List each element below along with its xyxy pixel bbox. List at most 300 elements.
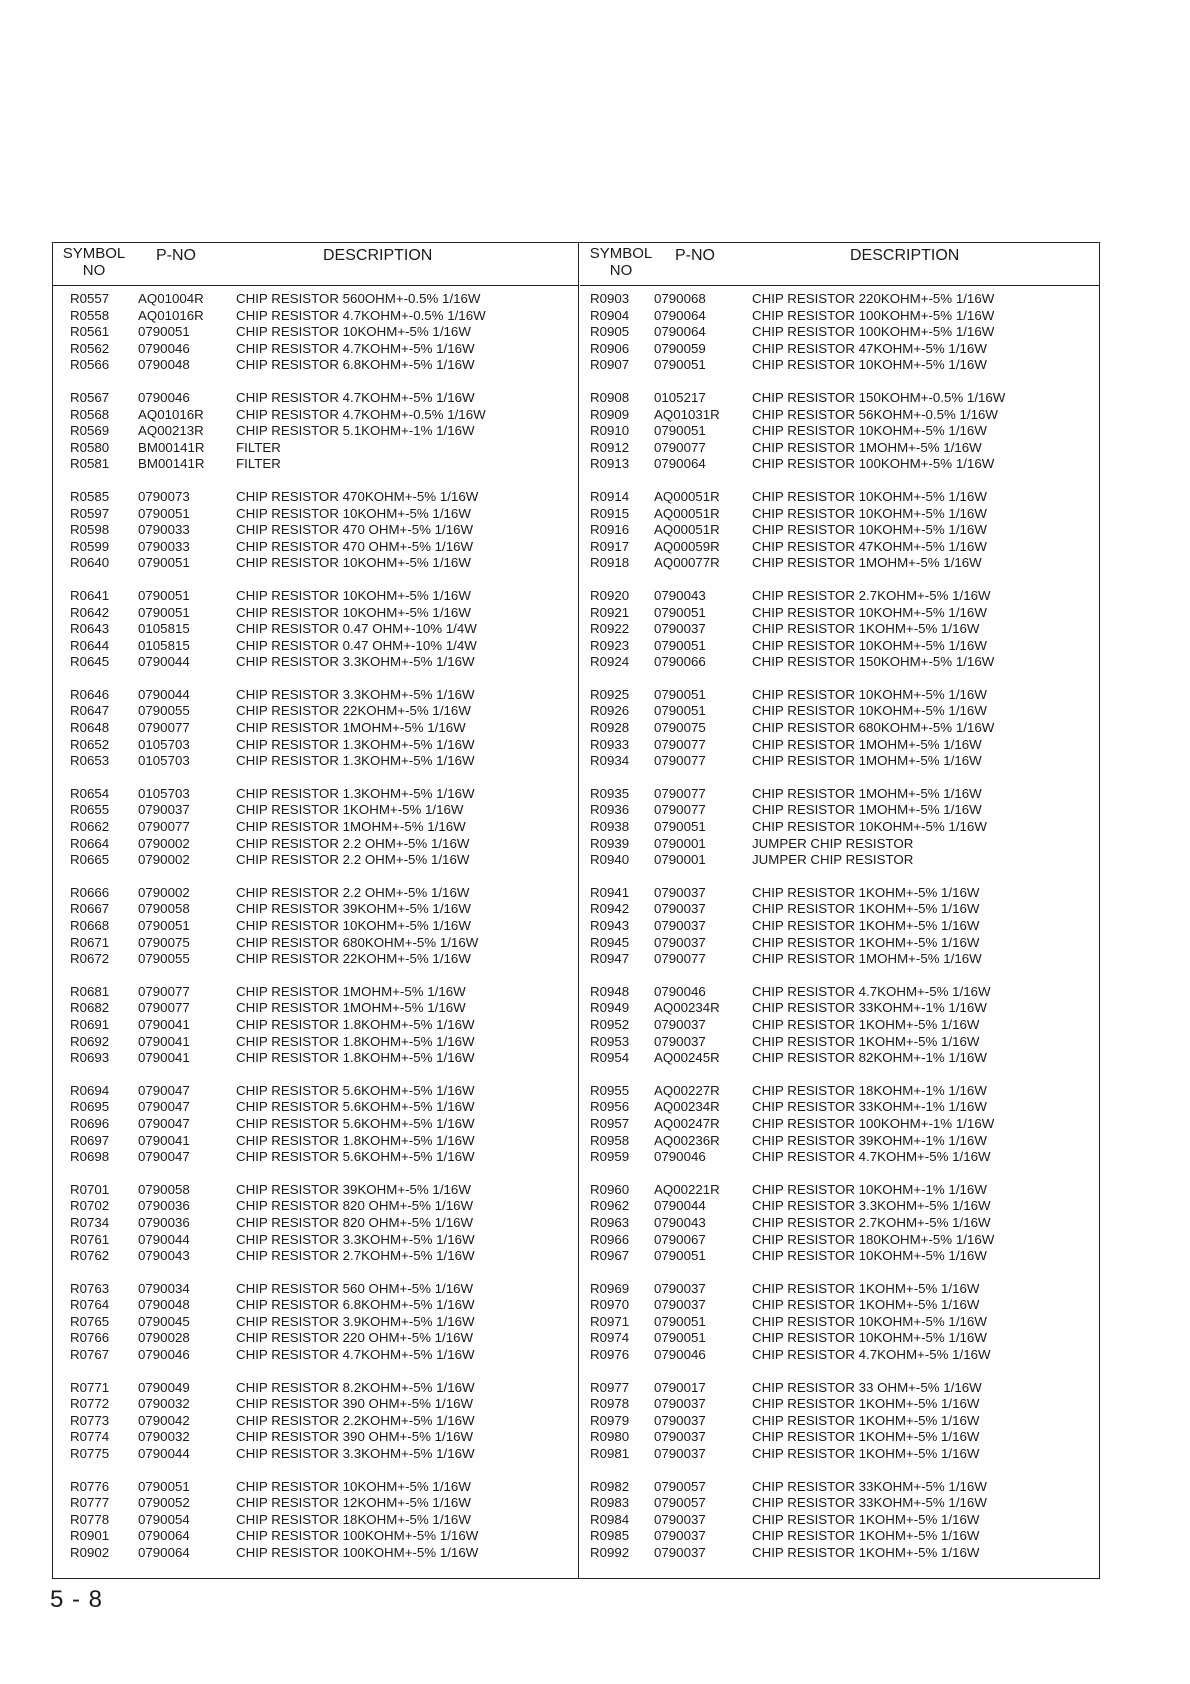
part-number-cell: 0790051 — [138, 324, 190, 340]
part-number-cell: 0790044 — [654, 1198, 706, 1214]
symbol-cell: R0941 — [590, 884, 630, 900]
description-cell: JUMPER CHIP RESISTOR — [752, 835, 914, 851]
description-cell: CHIP RESISTOR 390 OHM+-5% 1/16W — [236, 1396, 474, 1412]
table-row — [53, 1479, 578, 1496]
part-number-cell: 0105815 — [138, 621, 190, 637]
part-number-cell: 0790034 — [138, 1280, 190, 1296]
description-cell: CHIP RESISTOR 1MOHM+-5% 1/16W — [752, 802, 982, 818]
table-row — [580, 1446, 1099, 1463]
part-number-cell: 0790057 — [654, 1495, 706, 1511]
table-row — [580, 390, 1099, 407]
row-group — [53, 885, 578, 968]
table-row — [53, 1149, 578, 1166]
description-cell: CHIP RESISTOR 10KOHM+-5% 1/16W — [752, 505, 987, 521]
row-group — [53, 1182, 578, 1265]
symbol-cell: R0960 — [590, 1181, 630, 1197]
part-number-cell: 0105217 — [654, 389, 706, 405]
row-group — [580, 390, 1099, 473]
description-cell: CHIP RESISTOR 5.6KOHM+-5% 1/16W — [236, 1149, 475, 1165]
description-cell: CHIP RESISTOR 1MOHM+-5% 1/16W — [752, 439, 982, 455]
part-number-cell: 0790077 — [654, 951, 706, 967]
description-cell: CHIP RESISTOR 1KOHM+-5% 1/16W — [752, 1545, 980, 1560]
symbol-cell: R0952 — [590, 1016, 630, 1032]
part-number-cell: 0790051 — [138, 918, 190, 933]
part-number-cell: AQ00234R — [654, 1000, 720, 1016]
table-row — [580, 1297, 1099, 1314]
symbol-cell: R0905 — [590, 324, 630, 340]
description-cell: CHIP RESISTOR 33KOHM+-1% 1/16W — [752, 1099, 987, 1115]
table-row — [53, 1512, 578, 1529]
left-column — [53, 243, 578, 1578]
part-number-cell: 0790046 — [138, 1347, 190, 1363]
description-cell: CHIP RESISTOR 2.7KOHM+-5% 1/16W — [752, 587, 991, 603]
symbol-cell: R0928 — [590, 720, 630, 736]
table-row — [580, 753, 1099, 770]
description-cell: CHIP RESISTOR 47KOHM+-5% 1/16W — [752, 340, 987, 356]
symbol-cell: R0761 — [70, 1231, 110, 1247]
row-group — [53, 588, 578, 671]
part-number-cell: AQ00051R — [654, 505, 720, 521]
table-row — [580, 1413, 1099, 1430]
description-cell: CHIP RESISTOR 10KOHM+-5% 1/16W — [752, 423, 987, 439]
symbol-cell: R0766 — [70, 1330, 110, 1346]
table-row — [53, 1396, 578, 1413]
symbol-cell: R0668 — [70, 918, 110, 933]
table-row — [53, 1215, 578, 1232]
symbol-cell: R0671 — [70, 934, 110, 950]
table-row — [580, 605, 1099, 622]
table-row — [53, 1347, 578, 1364]
symbol-cell: R0694 — [70, 1082, 110, 1098]
symbol-cell: R0981 — [590, 1446, 630, 1462]
symbol-cell: R0916 — [590, 522, 630, 538]
description-cell: CHIP RESISTOR 100KOHM+-5% 1/16W — [752, 456, 995, 472]
symbol-cell: R0647 — [70, 703, 110, 719]
symbol-cell: R0959 — [590, 1149, 630, 1165]
symbol-cell: R0969 — [590, 1280, 630, 1296]
description-cell: CHIP RESISTOR 22KOHM+-5% 1/16W — [236, 703, 471, 719]
part-number-cell: 0790077 — [138, 720, 190, 736]
table-row — [53, 1232, 578, 1249]
description-cell: CHIP RESISTOR 560OHM+-0.5% 1/16W — [236, 291, 481, 306]
row-group — [580, 885, 1099, 968]
row-group — [53, 1380, 578, 1463]
description-cell: CHIP RESISTOR 680KOHM+-5% 1/16W — [752, 720, 995, 736]
description-cell: JUMPER CHIP RESISTOR — [752, 852, 914, 868]
left-column-body — [53, 291, 578, 1578]
table-row — [53, 341, 578, 358]
symbol-cell: R0665 — [70, 852, 110, 868]
symbol-cell: R0977 — [590, 1379, 630, 1395]
symbol-cell: R0955 — [590, 1082, 630, 1098]
symbol-cell: R0692 — [70, 1033, 110, 1049]
description-cell: CHIP RESISTOR 470KOHM+-5% 1/16W — [236, 488, 479, 504]
table-row — [580, 819, 1099, 836]
description-cell: CHIP RESISTOR 5.1KOHM+-1% 1/16W — [236, 423, 475, 439]
part-number-cell: 0790032 — [138, 1429, 190, 1445]
description-cell: CHIP RESISTOR 3.3KOHM+-5% 1/16W — [236, 654, 475, 670]
description-cell: CHIP RESISTOR 33 OHM+-5% 1/16W — [752, 1379, 982, 1395]
part-number-cell: BM00141R — [138, 456, 205, 472]
table-row — [53, 1050, 578, 1067]
table-row — [53, 654, 578, 671]
part-number-cell: 0790036 — [138, 1198, 190, 1214]
symbol-cell: R0912 — [590, 439, 630, 455]
symbol-cell: R0953 — [590, 1033, 630, 1049]
table-row — [580, 1000, 1099, 1017]
page-number: 5 - 8 — [50, 1586, 104, 1613]
part-number-cell: 0790033 — [138, 538, 190, 554]
symbol-cell: R0772 — [70, 1396, 110, 1412]
symbol-cell: R0773 — [70, 1412, 110, 1428]
part-number-cell: 0790002 — [138, 884, 190, 900]
row-group — [53, 786, 578, 869]
description-cell: CHIP RESISTOR 1KOHM+-5% 1/16W — [752, 1016, 980, 1032]
part-number-cell: 0790002 — [138, 852, 190, 868]
part-number-cell: 0790051 — [654, 1313, 706, 1329]
symbol-cell: R0948 — [590, 983, 630, 999]
part-number-cell: 0790051 — [654, 1330, 706, 1346]
symbol-cell: R0734 — [70, 1214, 110, 1230]
part-number-cell: 0790077 — [654, 753, 706, 769]
table-row — [580, 687, 1099, 704]
table-row — [53, 539, 578, 556]
row-group — [580, 489, 1099, 572]
part-number-cell: 0790073 — [138, 488, 190, 504]
part-number-cell: 0790051 — [654, 703, 706, 719]
description-cell: CHIP RESISTOR 1.8KOHM+-5% 1/16W — [236, 1132, 475, 1148]
table-row — [580, 786, 1099, 803]
description-cell: CHIP RESISTOR 1MOHM+-5% 1/16W — [236, 1000, 466, 1016]
symbol-cell: R0641 — [70, 587, 110, 603]
table-row — [53, 308, 578, 325]
part-number-cell: AQ00221R — [654, 1181, 720, 1197]
description-cell: CHIP RESISTOR 0.47 OHM+-10% 1/4W — [236, 621, 477, 637]
part-number-cell: 0790047 — [138, 1149, 190, 1165]
symbol-cell: R0765 — [70, 1313, 110, 1329]
description-cell: CHIP RESISTOR 10KOHM+-5% 1/16W — [236, 505, 471, 521]
symbol-cell: R0645 — [70, 654, 110, 670]
symbol-cell: R0567 — [70, 389, 110, 405]
part-number-cell: 0790046 — [654, 983, 706, 999]
table-row — [53, 1017, 578, 1034]
table-row — [580, 440, 1099, 457]
table-row — [580, 588, 1099, 605]
table-row — [580, 1083, 1099, 1100]
part-number-cell: 0790051 — [138, 587, 190, 603]
description-cell: CHIP RESISTOR 2.2KOHM+-5% 1/16W — [236, 1412, 475, 1428]
symbol-cell: R0653 — [70, 753, 110, 769]
part-number-cell: 0790077 — [654, 802, 706, 818]
part-number-cell: 0790051 — [654, 686, 706, 702]
table-row — [53, 1000, 578, 1017]
part-number-cell: 0790051 — [654, 604, 706, 620]
table-row — [580, 984, 1099, 1001]
part-number-cell: 0790041 — [138, 1132, 190, 1148]
symbol-cell: R0666 — [70, 884, 110, 900]
part-number-cell: 0790037 — [654, 1446, 706, 1462]
description-cell: CHIP RESISTOR 10KOHM+-5% 1/16W — [236, 555, 471, 571]
right-column-header — [580, 243, 1099, 286]
part-number-cell: AQ00077R — [654, 555, 720, 571]
symbol-cell: R0954 — [590, 1050, 630, 1066]
table-row — [53, 522, 578, 539]
description-cell: CHIP RESISTOR 1.8KOHM+-5% 1/16W — [236, 1050, 475, 1066]
table-row — [53, 390, 578, 407]
symbol-cell: R0599 — [70, 538, 110, 554]
part-number-cell: AQ01031R — [654, 406, 720, 422]
description-cell: CHIP RESISTOR 2.2 OHM+-5% 1/16W — [236, 835, 470, 851]
symbol-cell: R0979 — [590, 1412, 630, 1428]
description-cell: CHIP RESISTOR 470 OHM+-5% 1/16W — [236, 522, 474, 538]
part-number-cell: AQ00245R — [654, 1050, 720, 1066]
part-number-cell: 0790057 — [654, 1478, 706, 1494]
table-row — [580, 341, 1099, 358]
description-cell: CHIP RESISTOR 100KOHM+-5% 1/16W — [236, 1528, 479, 1544]
table-row — [580, 720, 1099, 737]
symbol-cell: R0935 — [590, 785, 630, 801]
table-row — [53, 836, 578, 853]
part-number-cell: AQ00236R — [654, 1132, 720, 1148]
description-cell: CHIP RESISTOR 6.8KOHM+-5% 1/16W — [236, 357, 475, 373]
part-number-cell: 0790037 — [654, 1297, 706, 1313]
part-number-cell: 0790037 — [654, 1280, 706, 1296]
row-group — [580, 1281, 1099, 1364]
part-number-cell: 0105703 — [138, 753, 190, 769]
part-number-cell: 0790064 — [138, 1545, 190, 1560]
description-cell: CHIP RESISTOR 8.2KOHM+-5% 1/16W — [236, 1379, 475, 1395]
right-column — [580, 243, 1099, 1578]
description-cell: CHIP RESISTOR 820 OHM+-5% 1/16W — [236, 1198, 474, 1214]
symbol-no-header: SYMBOL NO — [589, 245, 653, 279]
description-cell: CHIP RESISTOR 4.7KOHM+-5% 1/16W — [752, 983, 991, 999]
description-cell: CHIP RESISTOR 100KOHM+-5% 1/16W — [752, 324, 995, 340]
part-number-cell: 0790077 — [138, 819, 190, 835]
table-row — [53, 1248, 578, 1265]
symbol-cell: R0693 — [70, 1050, 110, 1066]
symbol-cell: R0985 — [590, 1528, 630, 1544]
part-number-cell: 0790077 — [654, 785, 706, 801]
part-number-cell: 0790075 — [654, 720, 706, 736]
description-cell: CHIP RESISTOR 220 OHM+-5% 1/16W — [236, 1330, 474, 1346]
part-number-cell: AQ01016R — [138, 406, 204, 422]
table-row — [53, 1380, 578, 1397]
table-row — [53, 1281, 578, 1298]
part-number-cell: 0790075 — [138, 934, 190, 950]
description-cell: CHIP RESISTOR 39KOHM+-5% 1/16W — [236, 901, 471, 917]
description-cell: CHIP RESISTOR 18KOHM+-5% 1/16W — [236, 1511, 471, 1527]
description-cell: CHIP RESISTOR 4.7KOHM+-0.5% 1/16W — [236, 307, 486, 323]
part-number-cell: 0790047 — [138, 1082, 190, 1098]
table-row — [580, 901, 1099, 918]
table-row — [580, 308, 1099, 325]
table-row — [53, 1429, 578, 1446]
table-row — [53, 703, 578, 720]
symbol-cell: R0910 — [590, 423, 630, 439]
description-cell: CHIP RESISTOR 1MOHM+-5% 1/16W — [236, 819, 466, 835]
description-cell: CHIP RESISTOR 150KOHM+-5% 1/16W — [752, 654, 995, 670]
table-row — [53, 440, 578, 457]
symbol-cell: R0936 — [590, 802, 630, 818]
description-cell: CHIP RESISTOR 56KOHM+-0.5% 1/16W — [752, 406, 998, 422]
description-cell: CHIP RESISTOR 10KOHM+-5% 1/16W — [752, 819, 987, 835]
table-row — [53, 1099, 578, 1116]
description-cell: CHIP RESISTOR 5.6KOHM+-5% 1/16W — [236, 1082, 475, 1098]
symbol-cell: R0962 — [590, 1198, 630, 1214]
row-group — [580, 786, 1099, 869]
row-group — [580, 1182, 1099, 1265]
symbol-cell: R0681 — [70, 983, 110, 999]
table-row — [580, 885, 1099, 902]
table-row — [53, 588, 578, 605]
row-group — [53, 1083, 578, 1166]
part-number-cell: 0790052 — [138, 1495, 190, 1511]
table-row — [53, 357, 578, 374]
symbol-cell: R0643 — [70, 621, 110, 637]
part-number-cell: AQ00247R — [654, 1115, 720, 1131]
table-row — [580, 291, 1099, 308]
symbol-cell: R0774 — [70, 1429, 110, 1445]
table-row — [53, 555, 578, 572]
description-cell: CHIP RESISTOR 1KOHM+-5% 1/16W — [752, 934, 980, 950]
symbol-cell: R0561 — [70, 324, 110, 340]
symbol-cell: R0640 — [70, 555, 110, 571]
column-divider — [578, 243, 579, 1578]
part-number-cell: 0790051 — [138, 555, 190, 571]
symbol-cell: R0922 — [590, 621, 630, 637]
part-number-cell: 0105703 — [138, 736, 190, 752]
part-number-cell: 0790051 — [654, 1248, 706, 1264]
description-cell: CHIP RESISTOR 1KOHM+-5% 1/16W — [752, 1511, 980, 1527]
part-number-cell: 0790037 — [654, 918, 706, 933]
symbol-cell: R0664 — [70, 835, 110, 851]
symbol-cell: R0966 — [590, 1231, 630, 1247]
part-number-cell: 0790043 — [138, 1248, 190, 1264]
part-number-cell: 0790064 — [138, 1528, 190, 1544]
description-header: DESCRIPTION — [323, 247, 433, 264]
table-row — [580, 1232, 1099, 1249]
parts-list-table — [52, 242, 1100, 1579]
part-number-cell: AQ00213R — [138, 423, 204, 439]
table-row — [580, 621, 1099, 638]
part-number-cell: 0790037 — [654, 901, 706, 917]
row-group — [580, 1083, 1099, 1166]
table-row — [53, 885, 578, 902]
symbol-cell: R0682 — [70, 1000, 110, 1016]
description-cell: CHIP RESISTOR 1MOHM+-5% 1/16W — [236, 983, 466, 999]
symbol-cell: R0915 — [590, 505, 630, 521]
symbol-cell: R0672 — [70, 951, 110, 967]
description-cell: CHIP RESISTOR 33KOHM+-1% 1/16W — [752, 1000, 987, 1016]
symbol-cell: R0702 — [70, 1198, 110, 1214]
table-row — [53, 605, 578, 622]
symbol-cell: R0984 — [590, 1511, 630, 1527]
table-row — [580, 1314, 1099, 1331]
description-cell: CHIP RESISTOR 10KOHM+-5% 1/16W — [752, 1313, 987, 1329]
symbol-cell: R0978 — [590, 1396, 630, 1412]
description-cell: CHIP RESISTOR 100KOHM+-1% 1/16W — [752, 1115, 995, 1131]
table-row — [53, 1034, 578, 1051]
description-cell: CHIP RESISTOR 10KOHM+-5% 1/16W — [236, 918, 471, 933]
description-cell: CHIP RESISTOR 1KOHM+-5% 1/16W — [752, 884, 980, 900]
part-number-cell: 0790055 — [138, 703, 190, 719]
part-number-cell: 0790037 — [654, 1511, 706, 1527]
description-cell: CHIP RESISTOR 1MOHM+-5% 1/16W — [236, 720, 466, 736]
symbol-cell: R0901 — [70, 1528, 110, 1544]
table-row — [53, 786, 578, 803]
symbol-cell: R0775 — [70, 1446, 110, 1462]
part-number-cell: 0790058 — [138, 1181, 190, 1197]
description-cell: CHIP RESISTOR 10KOHM+-5% 1/16W — [752, 357, 987, 373]
part-number-cell: 0790046 — [654, 1149, 706, 1165]
row-group — [580, 588, 1099, 671]
description-cell: CHIP RESISTOR 2.2 OHM+-5% 1/16W — [236, 884, 470, 900]
description-cell: CHIP RESISTOR 1KOHM+-5% 1/16W — [752, 621, 980, 637]
symbol-cell: R0923 — [590, 637, 630, 653]
symbol-cell: R0970 — [590, 1297, 630, 1313]
table-row — [53, 918, 578, 935]
symbol-cell: R0940 — [590, 852, 630, 868]
part-number-cell: 0790059 — [654, 340, 706, 356]
table-row — [580, 638, 1099, 655]
description-cell: CHIP RESISTOR 2.7KOHM+-5% 1/16W — [752, 1214, 991, 1230]
part-number-cell: 0790046 — [654, 1347, 706, 1363]
table-row — [53, 1083, 578, 1100]
table-row — [580, 489, 1099, 506]
row-group — [53, 984, 578, 1067]
description-cell: CHIP RESISTOR 18KOHM+-1% 1/16W — [752, 1082, 987, 1098]
table-row — [580, 1215, 1099, 1232]
symbol-cell: R0904 — [590, 307, 630, 323]
description-cell: CHIP RESISTOR 100KOHM+-5% 1/16W — [236, 1545, 479, 1560]
symbol-cell: R0558 — [70, 307, 110, 323]
symbol-cell: R0646 — [70, 686, 110, 702]
symbol-cell: R0568 — [70, 406, 110, 422]
table-row — [580, 1495, 1099, 1512]
part-number-cell: 0790032 — [138, 1396, 190, 1412]
description-cell: CHIP RESISTOR 22KOHM+-5% 1/16W — [236, 951, 471, 967]
description-cell: CHIP RESISTOR 2.7KOHM+-5% 1/16W — [236, 1248, 475, 1264]
table-row — [580, 1133, 1099, 1150]
table-row — [580, 1396, 1099, 1413]
symbol-cell: R0934 — [590, 753, 630, 769]
table-row — [53, 1446, 578, 1463]
symbol-cell: R0971 — [590, 1313, 630, 1329]
table-row — [580, 555, 1099, 572]
table-row — [53, 1133, 578, 1150]
part-number-cell: 0790037 — [654, 884, 706, 900]
description-cell: CHIP RESISTOR 10KOHM+-5% 1/16W — [752, 637, 987, 653]
part-number-cell: 0790037 — [654, 621, 706, 637]
part-number-cell: 0790043 — [654, 587, 706, 603]
part-number-cell: 0790001 — [654, 852, 706, 868]
description-cell: CHIP RESISTOR 3.3KOHM+-5% 1/16W — [752, 1198, 991, 1214]
part-number-cell: AQ00051R — [654, 522, 720, 538]
symbol-cell: R0920 — [590, 587, 630, 603]
symbol-cell: R0967 — [590, 1248, 630, 1264]
table-row — [580, 1017, 1099, 1034]
part-number-cell: 0105703 — [138, 785, 190, 801]
symbol-cell: R0777 — [70, 1495, 110, 1511]
symbol-cell: R0924 — [590, 654, 630, 670]
table-row — [580, 324, 1099, 341]
description-cell: CHIP RESISTOR 1KOHM+-5% 1/16W — [752, 1297, 980, 1313]
table-row — [580, 951, 1099, 968]
symbol-cell: R0771 — [70, 1379, 110, 1395]
table-row — [53, 489, 578, 506]
table-row — [53, 1413, 578, 1430]
symbol-cell: R0581 — [70, 456, 110, 472]
